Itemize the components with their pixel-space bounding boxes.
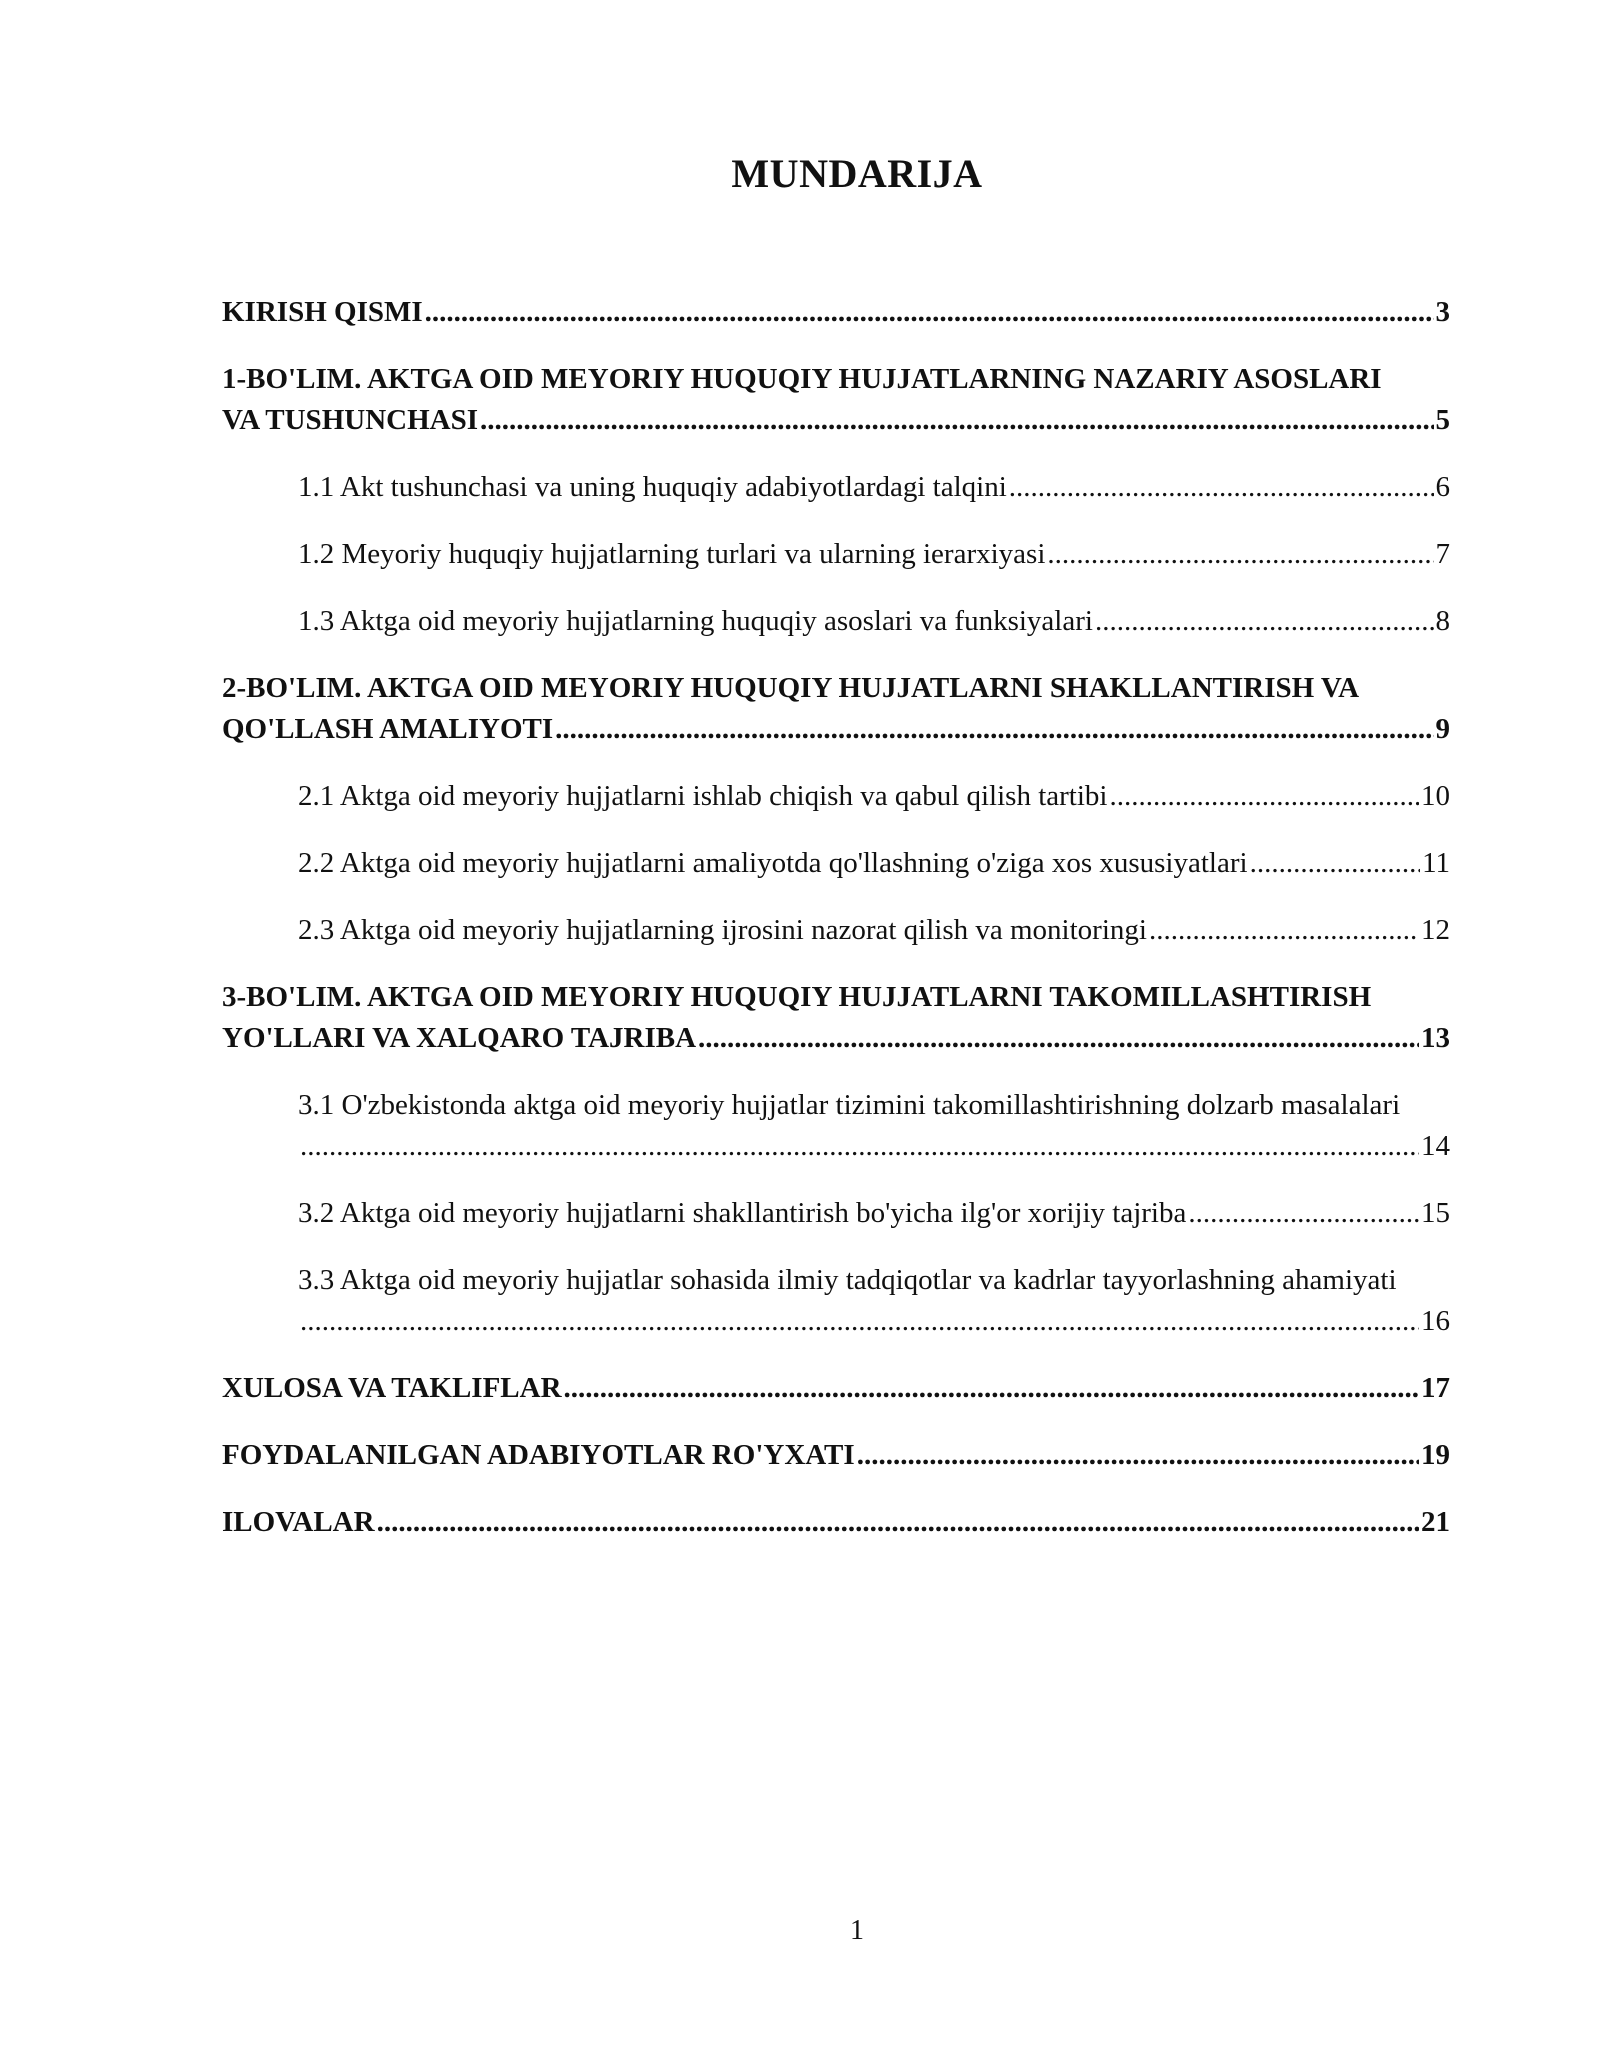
toc-entry-title-tail: ILOVALAR bbox=[222, 1506, 375, 1538]
toc-entry[interactable] bbox=[222, 1085, 1487, 1167]
toc-entry[interactable] bbox=[222, 1193, 1487, 1234]
toc-entry[interactable] bbox=[222, 359, 1487, 441]
dot-leader bbox=[1149, 910, 1419, 951]
toc-page-number: 21 bbox=[1421, 1506, 1450, 1538]
toc-entry[interactable] bbox=[222, 292, 1487, 333]
toc-entry-leader-line bbox=[298, 467, 1450, 508]
toc-entry-leader-line bbox=[298, 534, 1450, 575]
toc-entry[interactable] bbox=[222, 601, 1487, 642]
toc-entry[interactable] bbox=[222, 668, 1487, 750]
toc-entry-leader-line bbox=[222, 1368, 1450, 1409]
dot-leader bbox=[555, 709, 1433, 750]
toc-entry-leader-line bbox=[298, 1193, 1450, 1234]
dot-leader bbox=[698, 1018, 1419, 1059]
toc-page-number: 11 bbox=[1422, 847, 1450, 879]
toc-entry-title-tail: FOYDALANILGAN ADABIYOTLAR RO'YXATI bbox=[222, 1439, 855, 1471]
toc-entry-leader-line bbox=[298, 843, 1450, 884]
dot-leader bbox=[857, 1435, 1419, 1476]
dot-leader bbox=[1095, 601, 1434, 642]
toc-entry[interactable] bbox=[222, 776, 1487, 817]
toc-page-number: 3 bbox=[1435, 296, 1450, 328]
dot-leader bbox=[425, 292, 1434, 333]
toc-entry-leader-line bbox=[222, 709, 1450, 750]
toc-entry-title: 2-BO'LIM. AKTGA OID MEYORIY HUQUQIY HUJJATLARNI SHAKLLANTIRISH VA bbox=[222, 672, 1360, 704]
toc-entry-title: 3.3 Aktga oid meyoriy hujjatlar sohasida ilmiy tadqiqotlar va kadrlar tayyorlashning ahamiyati bbox=[298, 1264, 1397, 1296]
toc-entry-title-tail: XULOSA VA TAKLIFLAR bbox=[222, 1372, 562, 1404]
toc-entry-title: 3-BO'LIM. AKTGA OID MEYORIY HUQUQIY HUJJATLARNI TAKOMILLASHTIRISH bbox=[222, 981, 1372, 1013]
toc-entry[interactable] bbox=[222, 1368, 1487, 1409]
toc-entry-leader-line bbox=[298, 776, 1450, 817]
toc-entry-leader-line bbox=[222, 400, 1450, 441]
toc-page-number: 13 bbox=[1421, 1022, 1450, 1054]
toc-entry-title-tail: KIRISH QISMI bbox=[222, 296, 423, 328]
toc-page-number: 10 bbox=[1421, 780, 1450, 812]
dot-leader bbox=[1109, 776, 1419, 817]
toc-entry-title: 3.1 O'zbekistonda aktga oid meyoriy hujjatlar tizimini takomillashtirishning dolzarb masalalari bbox=[298, 1089, 1401, 1121]
page-title: MUNDARIJA bbox=[731, 151, 983, 196]
toc-entry-title-tail: 2.2 Aktga oid meyoriy hujjatlarni amaliyotda qo'llashning o'ziga xos xususiyatlari bbox=[298, 847, 1248, 879]
toc-page-number: 5 bbox=[1435, 404, 1450, 436]
toc-page-number: 19 bbox=[1421, 1439, 1450, 1471]
toc-entry-title-tail: VA TUSHUNCHASI bbox=[222, 404, 478, 436]
toc-entry-leader-line bbox=[222, 1018, 1450, 1059]
toc-entry-title-tail: 1.2 Meyoriy huquqiy hujjatlarning turlari va ularning ierarxiyasi bbox=[298, 538, 1046, 570]
dot-leader bbox=[300, 1126, 1419, 1167]
toc-page-number: 17 bbox=[1421, 1372, 1450, 1404]
page-number: 1 bbox=[850, 1915, 864, 1946]
toc-page-number: 8 bbox=[1435, 605, 1450, 637]
toc-entry-leader-line bbox=[298, 1301, 1450, 1342]
toc-entry-title-tail: YO'LLARI VA XALQARO TAJRIBA bbox=[222, 1022, 697, 1054]
toc-entry-title-tail: QO'LLASH AMALIYOTI bbox=[222, 713, 554, 745]
toc-page-number: 6 bbox=[1435, 471, 1450, 503]
dot-leader bbox=[1047, 534, 1433, 575]
toc-entry-title-tail: 3.2 Aktga oid meyoriy hujjatlarni shakllantirish bo'yicha ilg'or xorijiy tajriba bbox=[298, 1197, 1187, 1229]
toc-entry[interactable] bbox=[222, 1435, 1487, 1476]
toc-entry[interactable] bbox=[222, 534, 1487, 575]
toc-entry-title-tail: 1.1 Akt tushunchasi va uning huquqiy adabiyotlardagi talqini bbox=[298, 471, 1007, 503]
toc-entry[interactable] bbox=[222, 910, 1487, 951]
dot-leader bbox=[564, 1368, 1419, 1409]
toc-entry-leader-line bbox=[298, 1126, 1450, 1167]
toc-entry-leader-line bbox=[298, 910, 1450, 951]
toc-page-number: 9 bbox=[1435, 713, 1450, 745]
toc-entry-leader-line bbox=[222, 1435, 1450, 1476]
toc-entry-title-tail: 2.1 Aktga oid meyoriy hujjatlarni ishlab chiqish va qabul qilish tartibi bbox=[298, 780, 1108, 812]
dot-leader bbox=[300, 1301, 1419, 1342]
toc-page-number: 16 bbox=[1421, 1305, 1450, 1337]
toc-entry-leader-line bbox=[298, 601, 1450, 642]
toc-page-number: 15 bbox=[1421, 1197, 1450, 1229]
dot-leader bbox=[480, 400, 1434, 441]
toc-entry-title: 1-BO'LIM. AKTGA OID MEYORIY HUQUQIY HUJJATLARNING NAZARIY ASOSLARI bbox=[222, 363, 1382, 395]
toc-page-number: 14 bbox=[1421, 1130, 1450, 1162]
dot-leader bbox=[377, 1502, 1419, 1543]
toc-entry-title-tail: 2.3 Aktga oid meyoriy hujjatlarning ijrosini nazorat qilish va monitoringi bbox=[298, 914, 1147, 946]
toc-entry[interactable] bbox=[222, 1502, 1487, 1543]
toc-entry-title-tail: 1.3 Aktga oid meyoriy hujjatlarning huquqiy asoslari va funksiyalari bbox=[298, 605, 1093, 637]
dot-leader bbox=[1250, 843, 1420, 884]
dot-leader bbox=[1009, 467, 1434, 508]
table-of-contents bbox=[222, 292, 1487, 1569]
toc-page-number: 12 bbox=[1421, 914, 1450, 946]
toc-entry-leader-line bbox=[222, 292, 1450, 333]
toc-entry[interactable] bbox=[222, 1260, 1487, 1342]
toc-entry[interactable] bbox=[222, 977, 1487, 1059]
toc-page-number: 7 bbox=[1435, 538, 1450, 570]
toc-entry[interactable] bbox=[222, 467, 1487, 508]
toc-entry[interactable] bbox=[222, 843, 1487, 884]
dot-leader bbox=[1188, 1193, 1419, 1234]
toc-entry-leader-line bbox=[222, 1502, 1450, 1543]
